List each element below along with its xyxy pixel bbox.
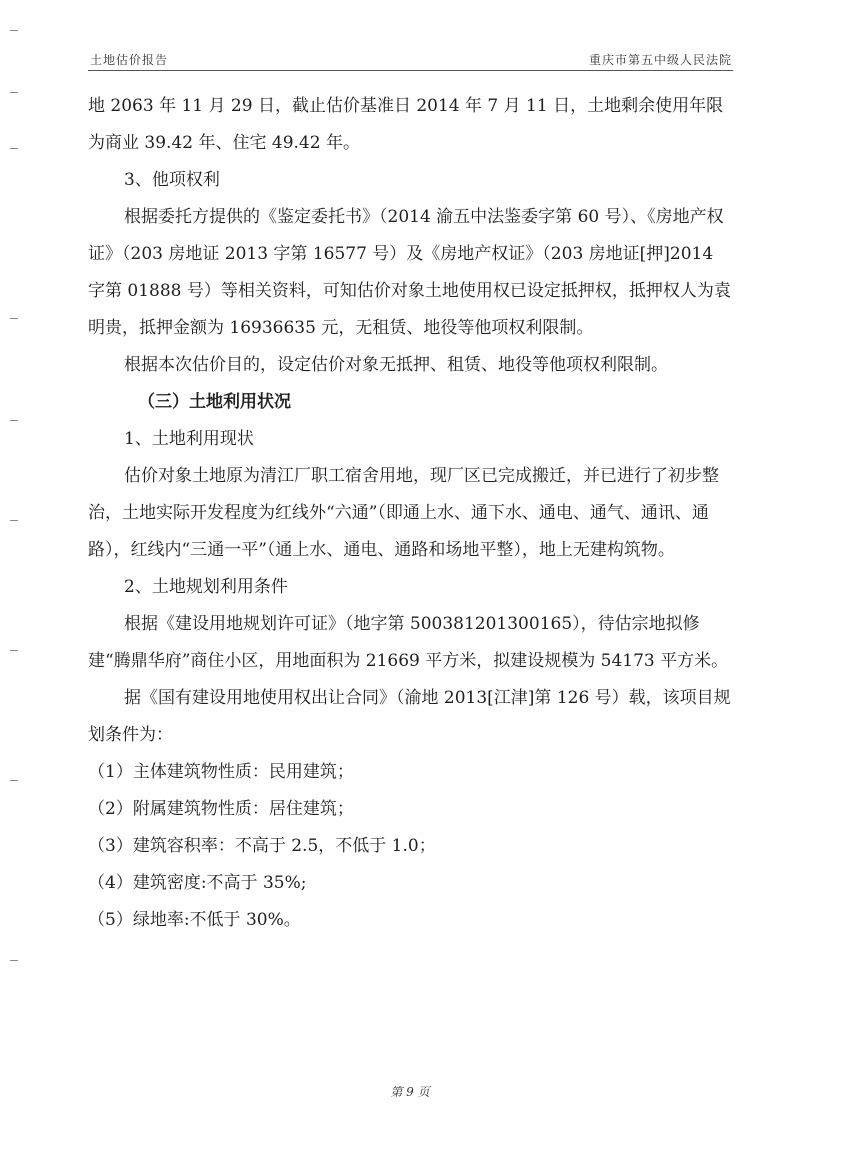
header-rule	[88, 70, 733, 71]
scan-margin-mark	[10, 30, 18, 31]
scan-margin-mark	[10, 92, 18, 93]
body-paragraph: 地 2063 年 11 月 29 日，截止估价基准日 2014 年 7 月 11 日，土地剩余使用年限为商业 39.42 年、住宅 49.42 年。	[88, 96, 724, 153]
scan-margin-mark	[10, 650, 18, 651]
planning-condition-item: （4）建筑密度:不高于 35%;	[88, 873, 307, 893]
header-court-name: 重庆市第五中级人民法院	[588, 53, 732, 67]
body-paragraph: 2、土地规划利用条件	[124, 577, 288, 597]
header-report-title: 土地估价报告	[90, 53, 169, 67]
planning-condition-item: （5）绿地率:不低于 30%。	[88, 910, 301, 930]
body-paragraph: 根据本次估价目的，设定估价对象无抵押、租赁、地役等他项权利限制。	[124, 355, 668, 375]
section-heading: （三）土地利用状况	[138, 392, 291, 412]
body-paragraph: 3、他项权利	[124, 170, 220, 190]
body-paragraph: 根据委托方提供的《鉴定委托书》（2014 渝五中法鉴委字第 60 号）、《房地产权证》（203 房地证 2013 字第 16577 号）及《房地产权证》（203 房地证[押]2014 字第 01888 号）等相关资料，可知估价对象土地使用权已设定抵押权，抵押权人为袁明贵，抵押金额为 16936635 元，无租赁、地役等他项权利限制。	[88, 207, 731, 338]
scan-margin-mark	[10, 780, 18, 781]
scan-margin-mark	[10, 960, 18, 961]
body-paragraph: 根据《建设用地规划许可证》（地字第 500381201300165），待估宗地拟修建“腾鼎华府”商住小区，用地面积为 21669 平方米，拟建设规模为 54173 平方米。	[88, 614, 729, 671]
page-number: 第 9 页	[390, 1085, 430, 1099]
body-paragraph: 1、土地利用现状	[124, 429, 254, 449]
scan-margin-mark	[10, 420, 18, 421]
scan-margin-mark	[10, 318, 18, 319]
document-body	[88, 88, 734, 939]
scan-margin-mark	[10, 148, 18, 149]
body-paragraph: 据《国有建设用地使用权出让合同》（渝地 2013[江津]第 126 号）载，该项目规划条件为：	[88, 688, 731, 745]
planning-condition-item: （1）主体建筑物性质：民用建筑；	[88, 762, 354, 782]
planning-condition-item: （2）附属建筑物性质：居住建筑；	[88, 799, 354, 819]
planning-condition-item: （3）建筑容积率：不高于 2.5，不低于 1.0；	[88, 836, 436, 856]
scan-margin-mark	[10, 520, 18, 521]
body-paragraph: 估价对象土地原为清江厂职工宿舍用地，现厂区已完成搬迁，并已进行了初步整治，土地实际开发程度为红线外“六通”（即通上水、通下水、通电、通气、通讯、通路），红线内“三通一平”（通上水、通电、通路和场地平整），地上无建构筑物。	[88, 466, 719, 560]
